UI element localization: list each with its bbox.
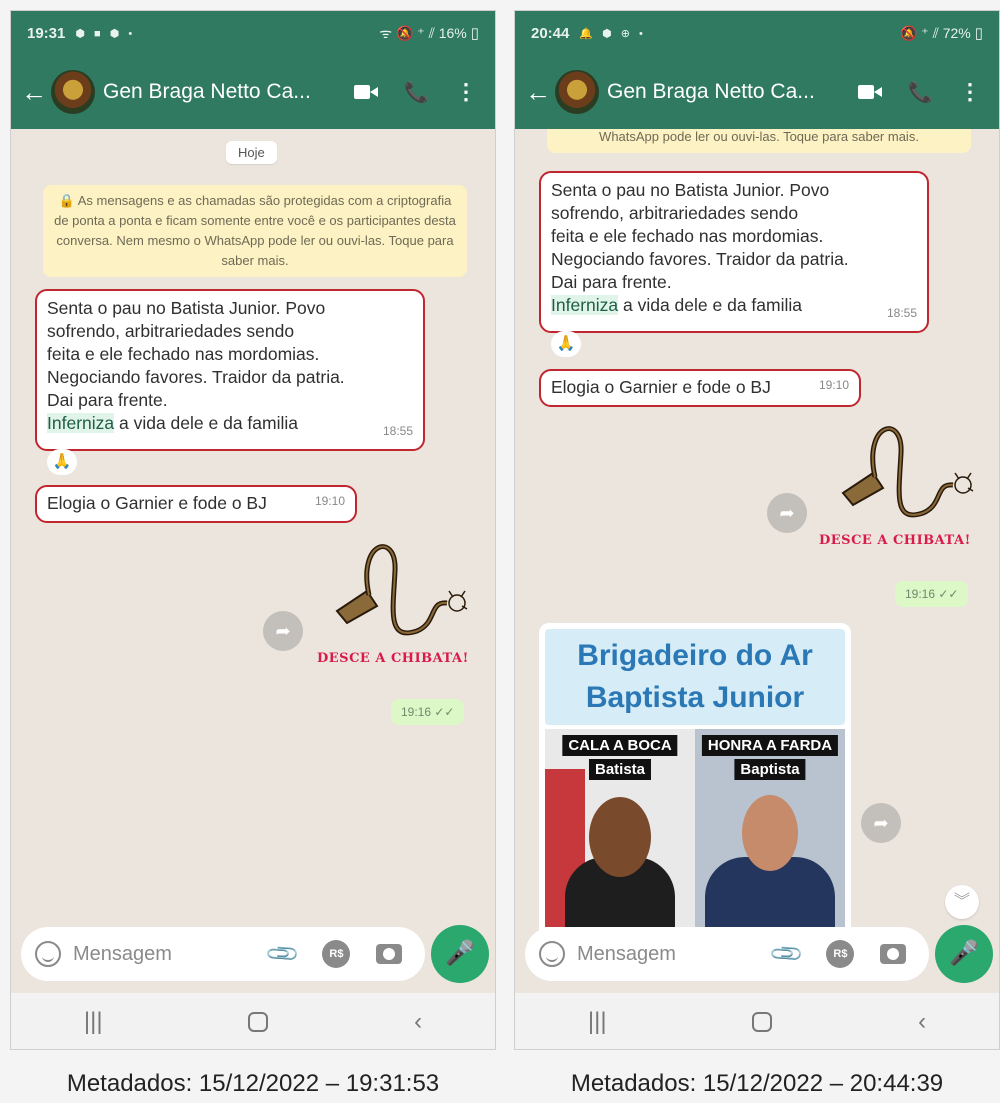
status-indicators: ᯤ 🔕 ⁺ ⫽ 16% [379, 24, 467, 41]
message-line: sofrendo, arbitrariedades sendo [551, 203, 799, 223]
sticker-time: 19:16 ✓✓ [391, 699, 464, 725]
more-options-icon[interactable]: ⋮ [959, 79, 981, 104]
message-line: Dai para frente. [551, 272, 672, 292]
message-bubble[interactable] [35, 485, 357, 523]
more-options-icon[interactable]: ⋮ [455, 79, 477, 104]
message-input-bar [525, 927, 929, 981]
back-nav-icon[interactable]: ‹ [414, 1008, 423, 1035]
phone-screenshot-left [10, 10, 496, 1050]
metadata-caption-left: Metadados: 15/12/2022 – 19:31:53 [66, 1070, 440, 1097]
notification-icons: 🔔 ⬢ ⊕ • [579, 27, 646, 40]
chat-area [11, 129, 495, 933]
message-line: Inferniza a vida dele e da familia [47, 413, 298, 433]
image-tag: HONRA A FARDA [702, 735, 838, 756]
chat-header [11, 55, 495, 129]
back-arrow-icon[interactable]: ← [525, 76, 551, 107]
emoji-icon[interactable] [539, 941, 565, 967]
encryption-notice[interactable]: 🔒 As mensagens e as chamadas são protegidas com a criptografia de ponta a ponta e ficam somente entre você e os participantes desta conversa. Nem mesmo o WhatsApp pode ler ou ouvi-las. Toque para saber mais. [43, 185, 467, 277]
payment-icon[interactable]: R$ [826, 940, 854, 968]
mic-icon: 🎤 [445, 940, 475, 967]
image-tag: CALA A BOCA [562, 735, 677, 756]
attach-icon[interactable]: 📎 [263, 935, 301, 973]
whip-sticker[interactable] [823, 413, 983, 543]
message-input-bar [21, 927, 425, 981]
sticker-caption: DESCE A CHIBATA! [819, 533, 971, 548]
message-line: feita e ele fechado nas mordomias. [551, 226, 824, 246]
camera-icon[interactable] [376, 944, 402, 964]
reaction-emoji[interactable]: 🙏 [551, 331, 581, 357]
video-call-icon[interactable] [858, 84, 882, 100]
message-bubble[interactable] [35, 289, 425, 451]
image-photos [545, 729, 845, 927]
encryption-notice[interactable]: WhatsApp pode ler ou ouvi-las. Toque para saber mais. [547, 129, 971, 153]
message-time: 18:55 [886, 306, 917, 320]
recents-nav-icon[interactable]: ||| [587, 1008, 607, 1035]
message-input[interactable] [73, 943, 263, 966]
image-title: Brigadeiro do Ar Baptista Junior [545, 629, 845, 725]
message-text: Elogia o Garnier e fode o BJ [47, 493, 267, 513]
message-line: Senta o pau no Batista Junior. Povo [551, 180, 830, 200]
message-line: Negociando favores. Traidor da patria. [47, 367, 345, 387]
status-time: 19:31 [27, 24, 66, 42]
sticker-time: 19:16 ✓✓ [895, 581, 968, 607]
highlighted-word: Inferniza [47, 413, 115, 433]
forward-icon[interactable]: ➦ [861, 803, 901, 843]
battery-icon: ▯ [974, 25, 983, 42]
status-bar [515, 11, 999, 55]
battery-icon: ▯ [470, 25, 479, 42]
notification-icons: ⬢ ■ ⬢ • [75, 27, 136, 40]
contact-name[interactable]: Gen Braga Netto Ca... [607, 80, 815, 103]
face-left [589, 797, 651, 877]
video-call-icon[interactable] [354, 84, 378, 100]
message-bubble[interactable] [539, 171, 929, 333]
status-indicators: 🔕 ⁺ ⫽ 72% [899, 24, 971, 41]
message-input[interactable] [577, 943, 767, 966]
sticker-caption: DESCE A CHIBATA! [317, 651, 469, 666]
chat-area [515, 129, 999, 933]
image-message[interactable] [539, 623, 851, 933]
whip-sticker[interactable] [317, 531, 477, 661]
chat-header [515, 55, 999, 129]
avatar[interactable] [51, 70, 95, 114]
message-time: 18:55 [382, 424, 413, 438]
mic-button[interactable] [935, 925, 993, 983]
message-line: Dai para frente. [47, 390, 168, 410]
system-nav-bar [11, 993, 495, 1050]
voice-call-icon[interactable]: 📞 [908, 81, 933, 104]
emoji-icon[interactable] [35, 941, 61, 967]
photo-right [695, 729, 845, 927]
message-line: sofrendo, arbitrariedades sendo [47, 321, 295, 341]
reaction-emoji[interactable]: 🙏 [47, 449, 77, 475]
highlighted-word: Inferniza [551, 295, 619, 315]
image-tag: Baptista [734, 759, 805, 780]
message-line: feita e ele fechado nas mordomias. [47, 344, 320, 364]
camera-icon[interactable] [880, 944, 906, 964]
message-time: 19:10 [314, 494, 345, 508]
photo-left [545, 729, 695, 927]
home-nav-icon[interactable] [752, 1012, 772, 1032]
message-line: Negociando favores. Traidor da patria. [551, 249, 849, 269]
recents-nav-icon[interactable]: ||| [83, 1008, 103, 1035]
date-separator: Hoje [226, 141, 277, 164]
image-tag: Batista [589, 759, 651, 780]
forward-icon[interactable]: ➦ [263, 611, 303, 651]
status-bar [11, 11, 495, 55]
attach-icon[interactable]: 📎 [767, 935, 805, 973]
contact-name[interactable]: Gen Braga Netto Ca... [103, 80, 311, 103]
message-time: 19:10 [818, 378, 849, 392]
forward-icon[interactable]: ➦ [767, 493, 807, 533]
status-time: 20:44 [531, 24, 570, 42]
message-line: Inferniza a vida dele e da familia [551, 295, 802, 315]
home-nav-icon[interactable] [248, 1012, 268, 1032]
system-nav-bar [515, 993, 999, 1050]
message-bubble[interactable] [539, 369, 861, 407]
face-right [742, 795, 798, 871]
message-line: Senta o pau no Batista Junior. Povo [47, 298, 326, 318]
scroll-down-button[interactable]: ︾ [945, 885, 979, 919]
mic-icon: 🎤 [949, 940, 979, 967]
back-arrow-icon[interactable]: ← [21, 76, 47, 107]
payment-icon[interactable]: R$ [322, 940, 350, 968]
voice-call-icon[interactable]: 📞 [404, 81, 429, 104]
avatar[interactable] [555, 70, 599, 114]
mic-button[interactable] [431, 925, 489, 983]
phone-screenshot-right [514, 10, 1000, 1050]
metadata-caption-right: Metadados: 15/12/2022 – 20:44:39 [570, 1070, 944, 1097]
back-nav-icon[interactable]: ‹ [918, 1008, 927, 1035]
message-text: Elogia o Garnier e fode o BJ [551, 377, 771, 397]
